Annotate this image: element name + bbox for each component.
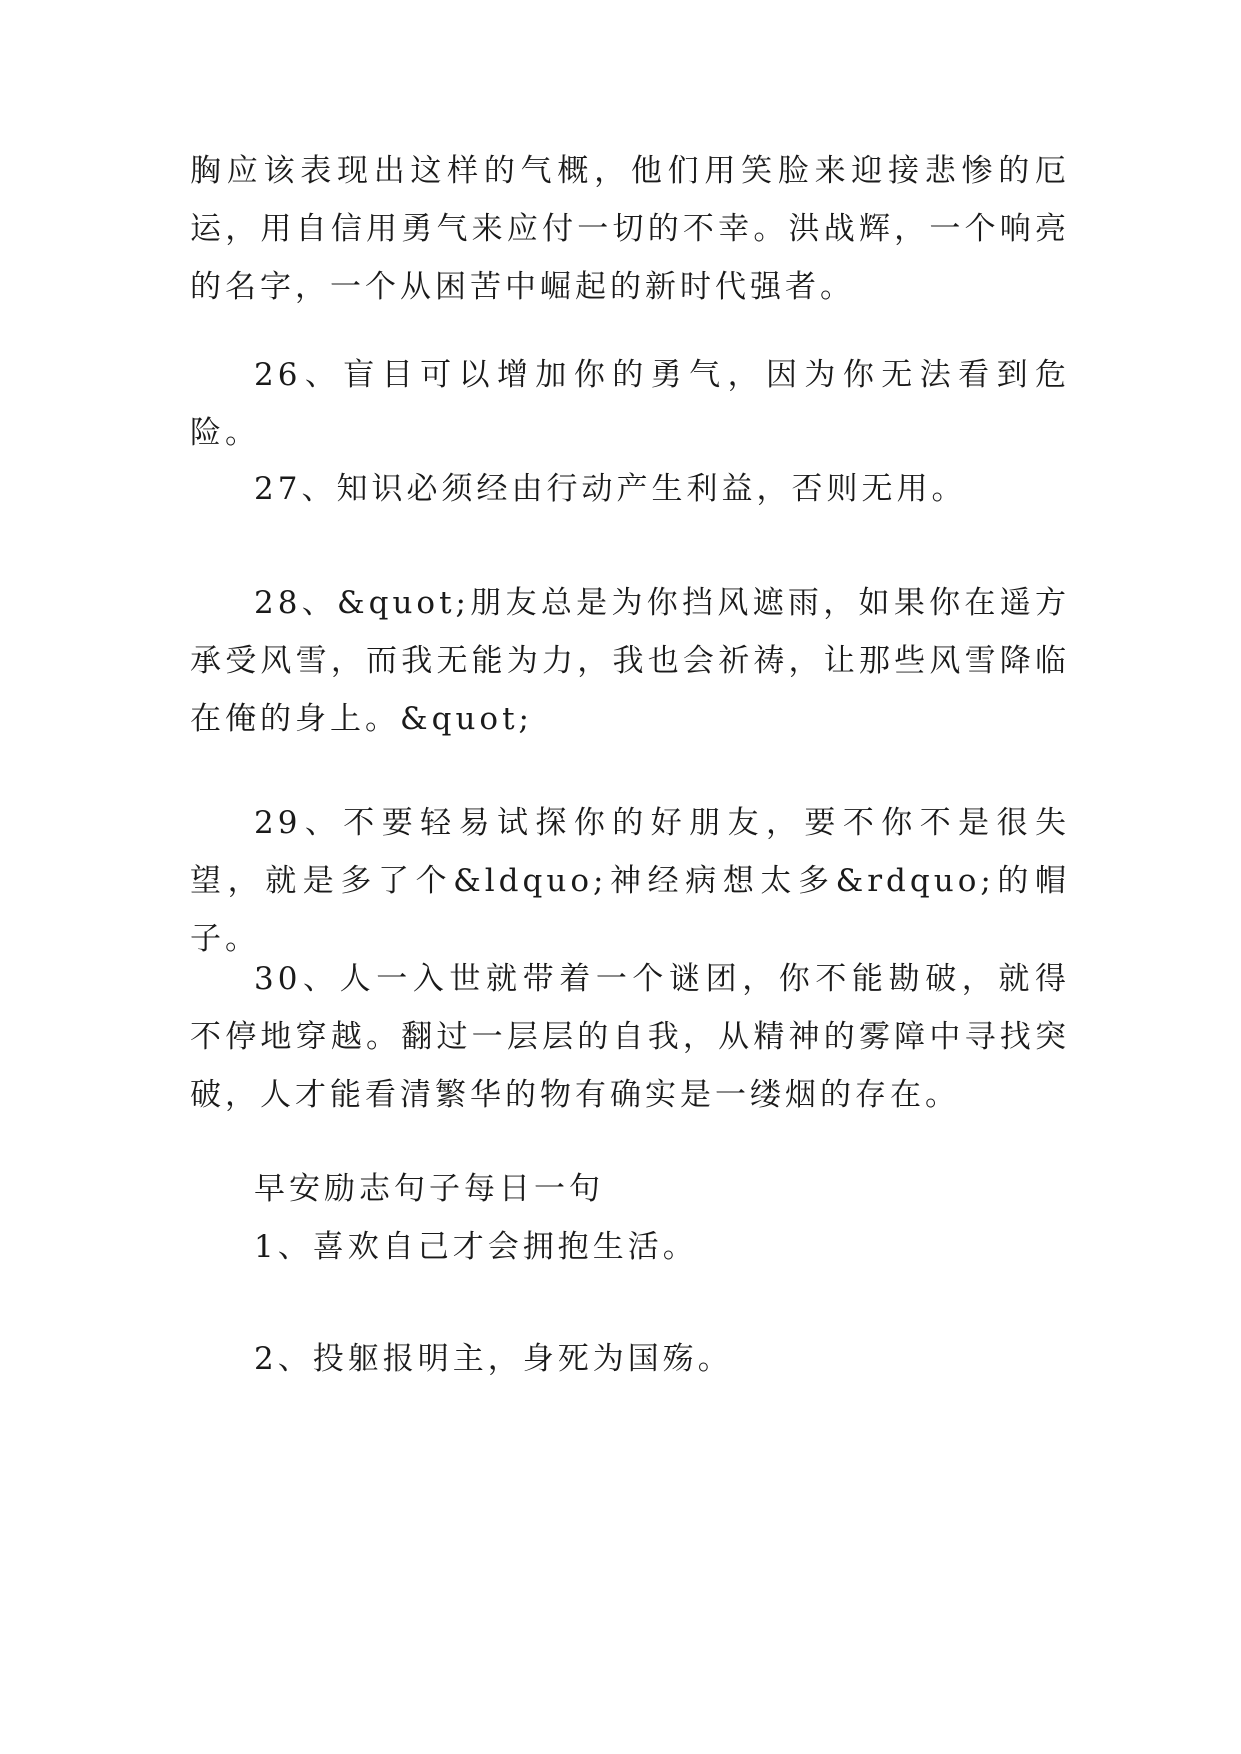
paragraph-28: 28、&quot;朋友总是为你挡风遮雨，如果你在遥方承受风雪，而我无能为力，我也会祈祷，让那些风雪降临在俺的身上。&quot; — [190, 585, 1070, 737]
paragraph-26: 26、盲目可以增加你的勇气，因为你无法看到危险。 — [190, 357, 1070, 451]
paragraph-30: 30、人一入世就带着一个谜团，你不能勘破，就得不停地穿越。翻过一层层的自我，从精神的雾障中寻找突破，人才能看清繁华的物有确实是一缕烟的存在。 — [190, 961, 1070, 1113]
paragraph-continuation: 胸应该表现出这样的气概，他们用笑脸来迎接悲惨的厄运，用自信用勇气来应付一切的不幸。洪战辉，一个响亮的名字，一个从困苦中崛起的新时代强者。 — [190, 153, 1070, 305]
paragraph-29: 29、不要轻易试探你的好朋友，要不你不是很失望，就是多了个&ldquo;神经病想太多&rdquo;的帽子。 — [190, 805, 1070, 957]
list-item: 1、喜欢自己才会拥抱生活。 — [254, 1229, 698, 1265]
list-item: 2、投躯报明主，身死为国殇。 — [254, 1341, 733, 1377]
paragraph-27: 27、知识必须经由行动产生利益，否则无用。 — [254, 471, 967, 507]
section-heading: 早安励志句子每日一句 — [254, 1171, 604, 1207]
